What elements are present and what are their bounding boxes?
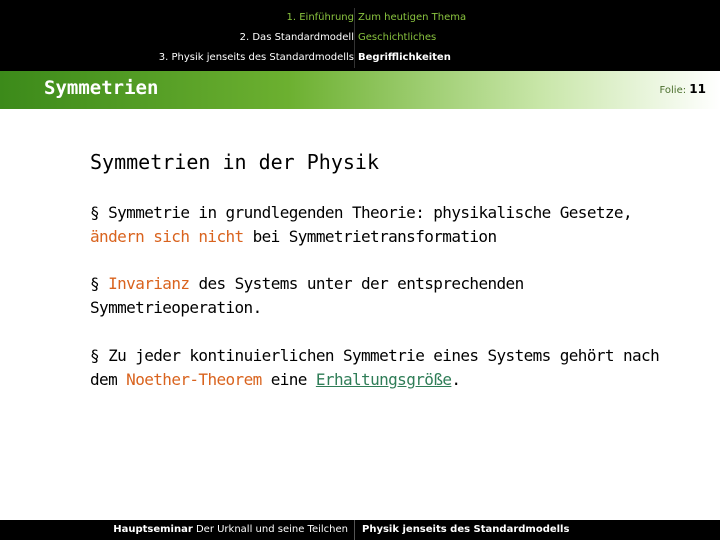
footer-seminar-label: Hauptseminar — [113, 524, 193, 535]
bullet-text: Zu jeder kontinuierlichen Symmetrie eines Systems gehört nach dem — [90, 346, 660, 389]
bullet-text-period: . — [451, 370, 461, 389]
bullet-noether — [90, 344, 670, 392]
slide-number-prefix: Folie: — [659, 85, 687, 96]
nav-section-einfuehrung[interactable]: 1. Einführung — [286, 12, 354, 23]
subsection-nav — [358, 0, 466, 68]
slide-number-value: 11 — [689, 82, 706, 96]
top-navigation-bar — [0, 0, 720, 71]
bullet-invarianz — [90, 272, 670, 320]
section-title: Symmetrien — [44, 77, 159, 99]
footer-seminar-title: Der Urknall und seine Teilchen — [195, 524, 348, 535]
bullet-symmetrie-theorie — [90, 201, 670, 249]
footer-bar — [0, 520, 720, 540]
bullet-marker: § — [90, 203, 100, 222]
link-erhaltungsgroesse[interactable]: Erhaltungsgröße — [315, 370, 452, 389]
section-nav — [159, 0, 354, 68]
bullet-marker: § — [90, 346, 100, 365]
nav-subsection-begrifflichkeiten[interactable]: Begrifflichkeiten — [358, 52, 451, 63]
bullet-marker: § — [90, 274, 100, 293]
section-title-bar — [0, 71, 720, 109]
bullet-text: bei Symmetrietransformation — [252, 227, 497, 246]
slide-heading: Symmetrien in der Physik — [90, 150, 379, 174]
footer-divider — [354, 520, 355, 540]
highlight-noether-theorem: Noether-Theorem — [126, 370, 262, 389]
bullet-text: Symmetrie in grundlegenden Theorie: physikalische Gesetze, — [108, 203, 632, 222]
nav-section-standardmodell[interactable]: 2. Das Standardmodell — [239, 32, 354, 43]
nav-section-jenseits[interactable]: 3. Physik jenseits des Standardmodells — [158, 52, 354, 63]
footer-seminar — [113, 524, 348, 535]
nav-subsection-geschichtliches[interactable]: Geschichtliches — [358, 32, 437, 43]
slide-number — [660, 82, 706, 96]
bullet-text: des Systems unter der entsprechenden Symmetrieoperation. — [90, 274, 524, 317]
nav-subsection-heutiges-thema[interactable]: Zum heutigen Thema — [358, 12, 467, 23]
nav-divider — [354, 8, 355, 68]
footer-section: Physik jenseits des Standardmodells — [362, 524, 570, 535]
highlight-aendern: ändern sich nicht — [90, 227, 244, 246]
bullet-text: eine — [270, 370, 307, 389]
highlight-invarianz: Invarianz — [108, 274, 190, 293]
